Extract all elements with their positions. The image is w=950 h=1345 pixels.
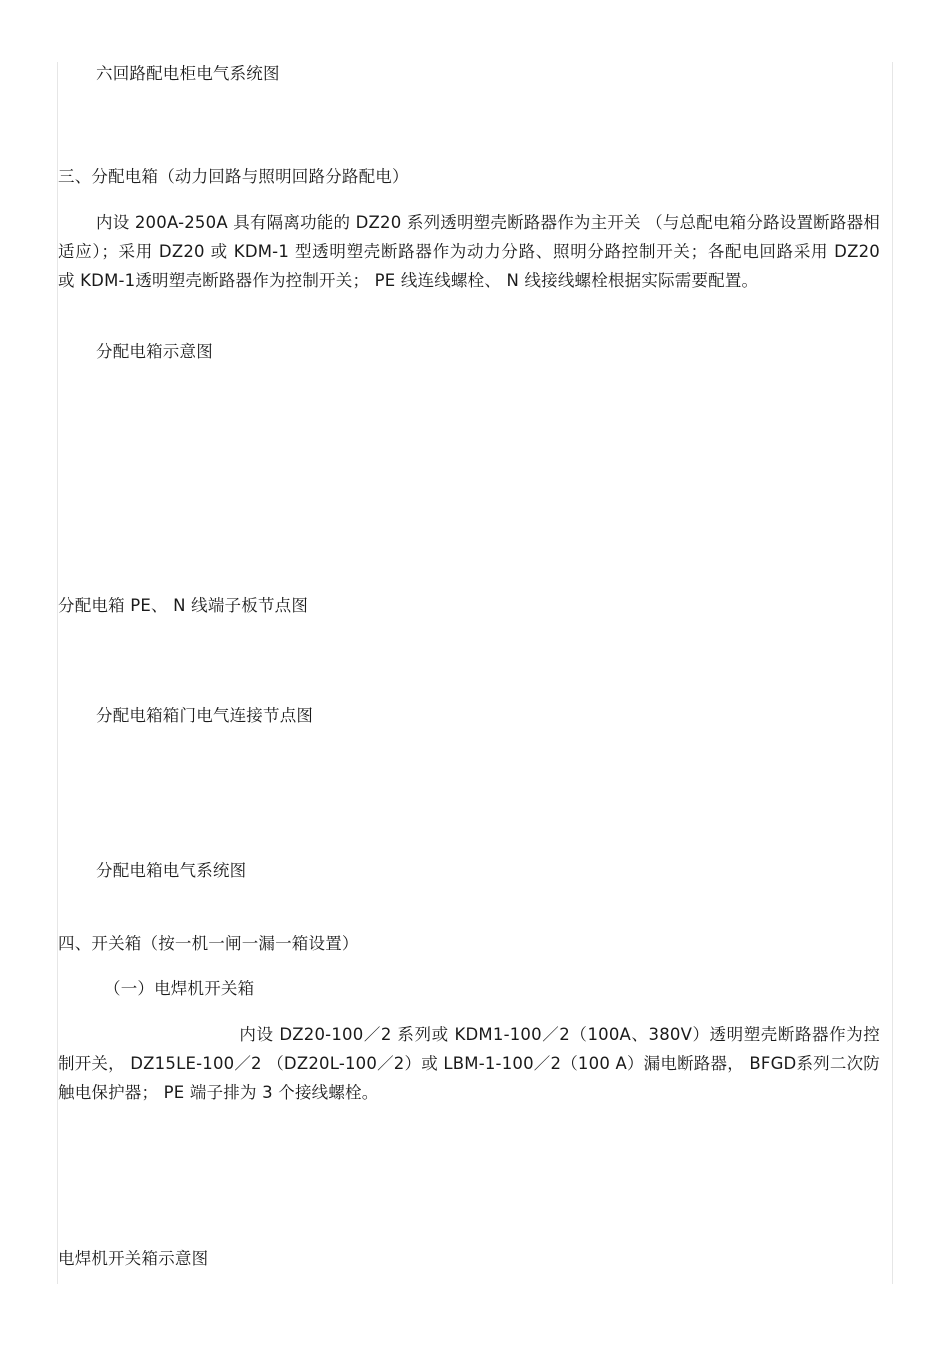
caption-welder-box: 电焊机开关箱示意图 — [58, 1249, 209, 1268]
caption-pe-n-terminal: 分配电箱 PE、 N 线端子板节点图 — [58, 596, 309, 615]
section-4-welder-body — [58, 1020, 880, 1107]
caption-sub-box-system: 分配电箱电气系统图 — [96, 861, 247, 880]
caption-door-connection: 分配电箱箱门电气连接节点图 — [96, 706, 314, 725]
section-4-subheading-welder: （一）电焊机开关箱 — [104, 979, 255, 998]
section-3-heading: 三、分配电箱（动力回路与照明回路分路配电） — [58, 167, 409, 186]
caption-sub-box-diagram: 分配电箱示意图 — [96, 342, 213, 361]
section-4-heading: 四、开关箱（按一机一闸一漏一箱设置） — [58, 934, 359, 953]
section-3-body — [58, 208, 880, 295]
caption-six-circuit-cabinet: 六回路配电柜电气系统图 — [96, 64, 280, 83]
section-4-welder-body-text: 内设 DZ20-100／2 系列或 KDM1-100／2（100A、380V）透明塑壳断路器作为控制开关， DZ15LE-100／2 （DZ20L-100／2）或 LBM-1-100／2（100 A）漏电断路器， BFGD系列二次防触电保护器； PE 端子排为 3 个接线螺栓。 — [58, 1025, 880, 1102]
page-border-right — [892, 62, 893, 1284]
section-3-body-text: 内设 200A-250A 具有隔离功能的 DZ20 系列透明塑壳断路器作为主开关 （与总配电箱分路设置断路器相适应）；采用 DZ20 或 KDM-1 型透明塑壳断路器作为动力分路、照明分路控制开关；各配电回路采用 DZ20 或 KDM-1透明塑壳断路器作为控制开关； PE 线连线螺栓、 N 线接线螺栓根据实际需要配置。 — [58, 213, 880, 290]
